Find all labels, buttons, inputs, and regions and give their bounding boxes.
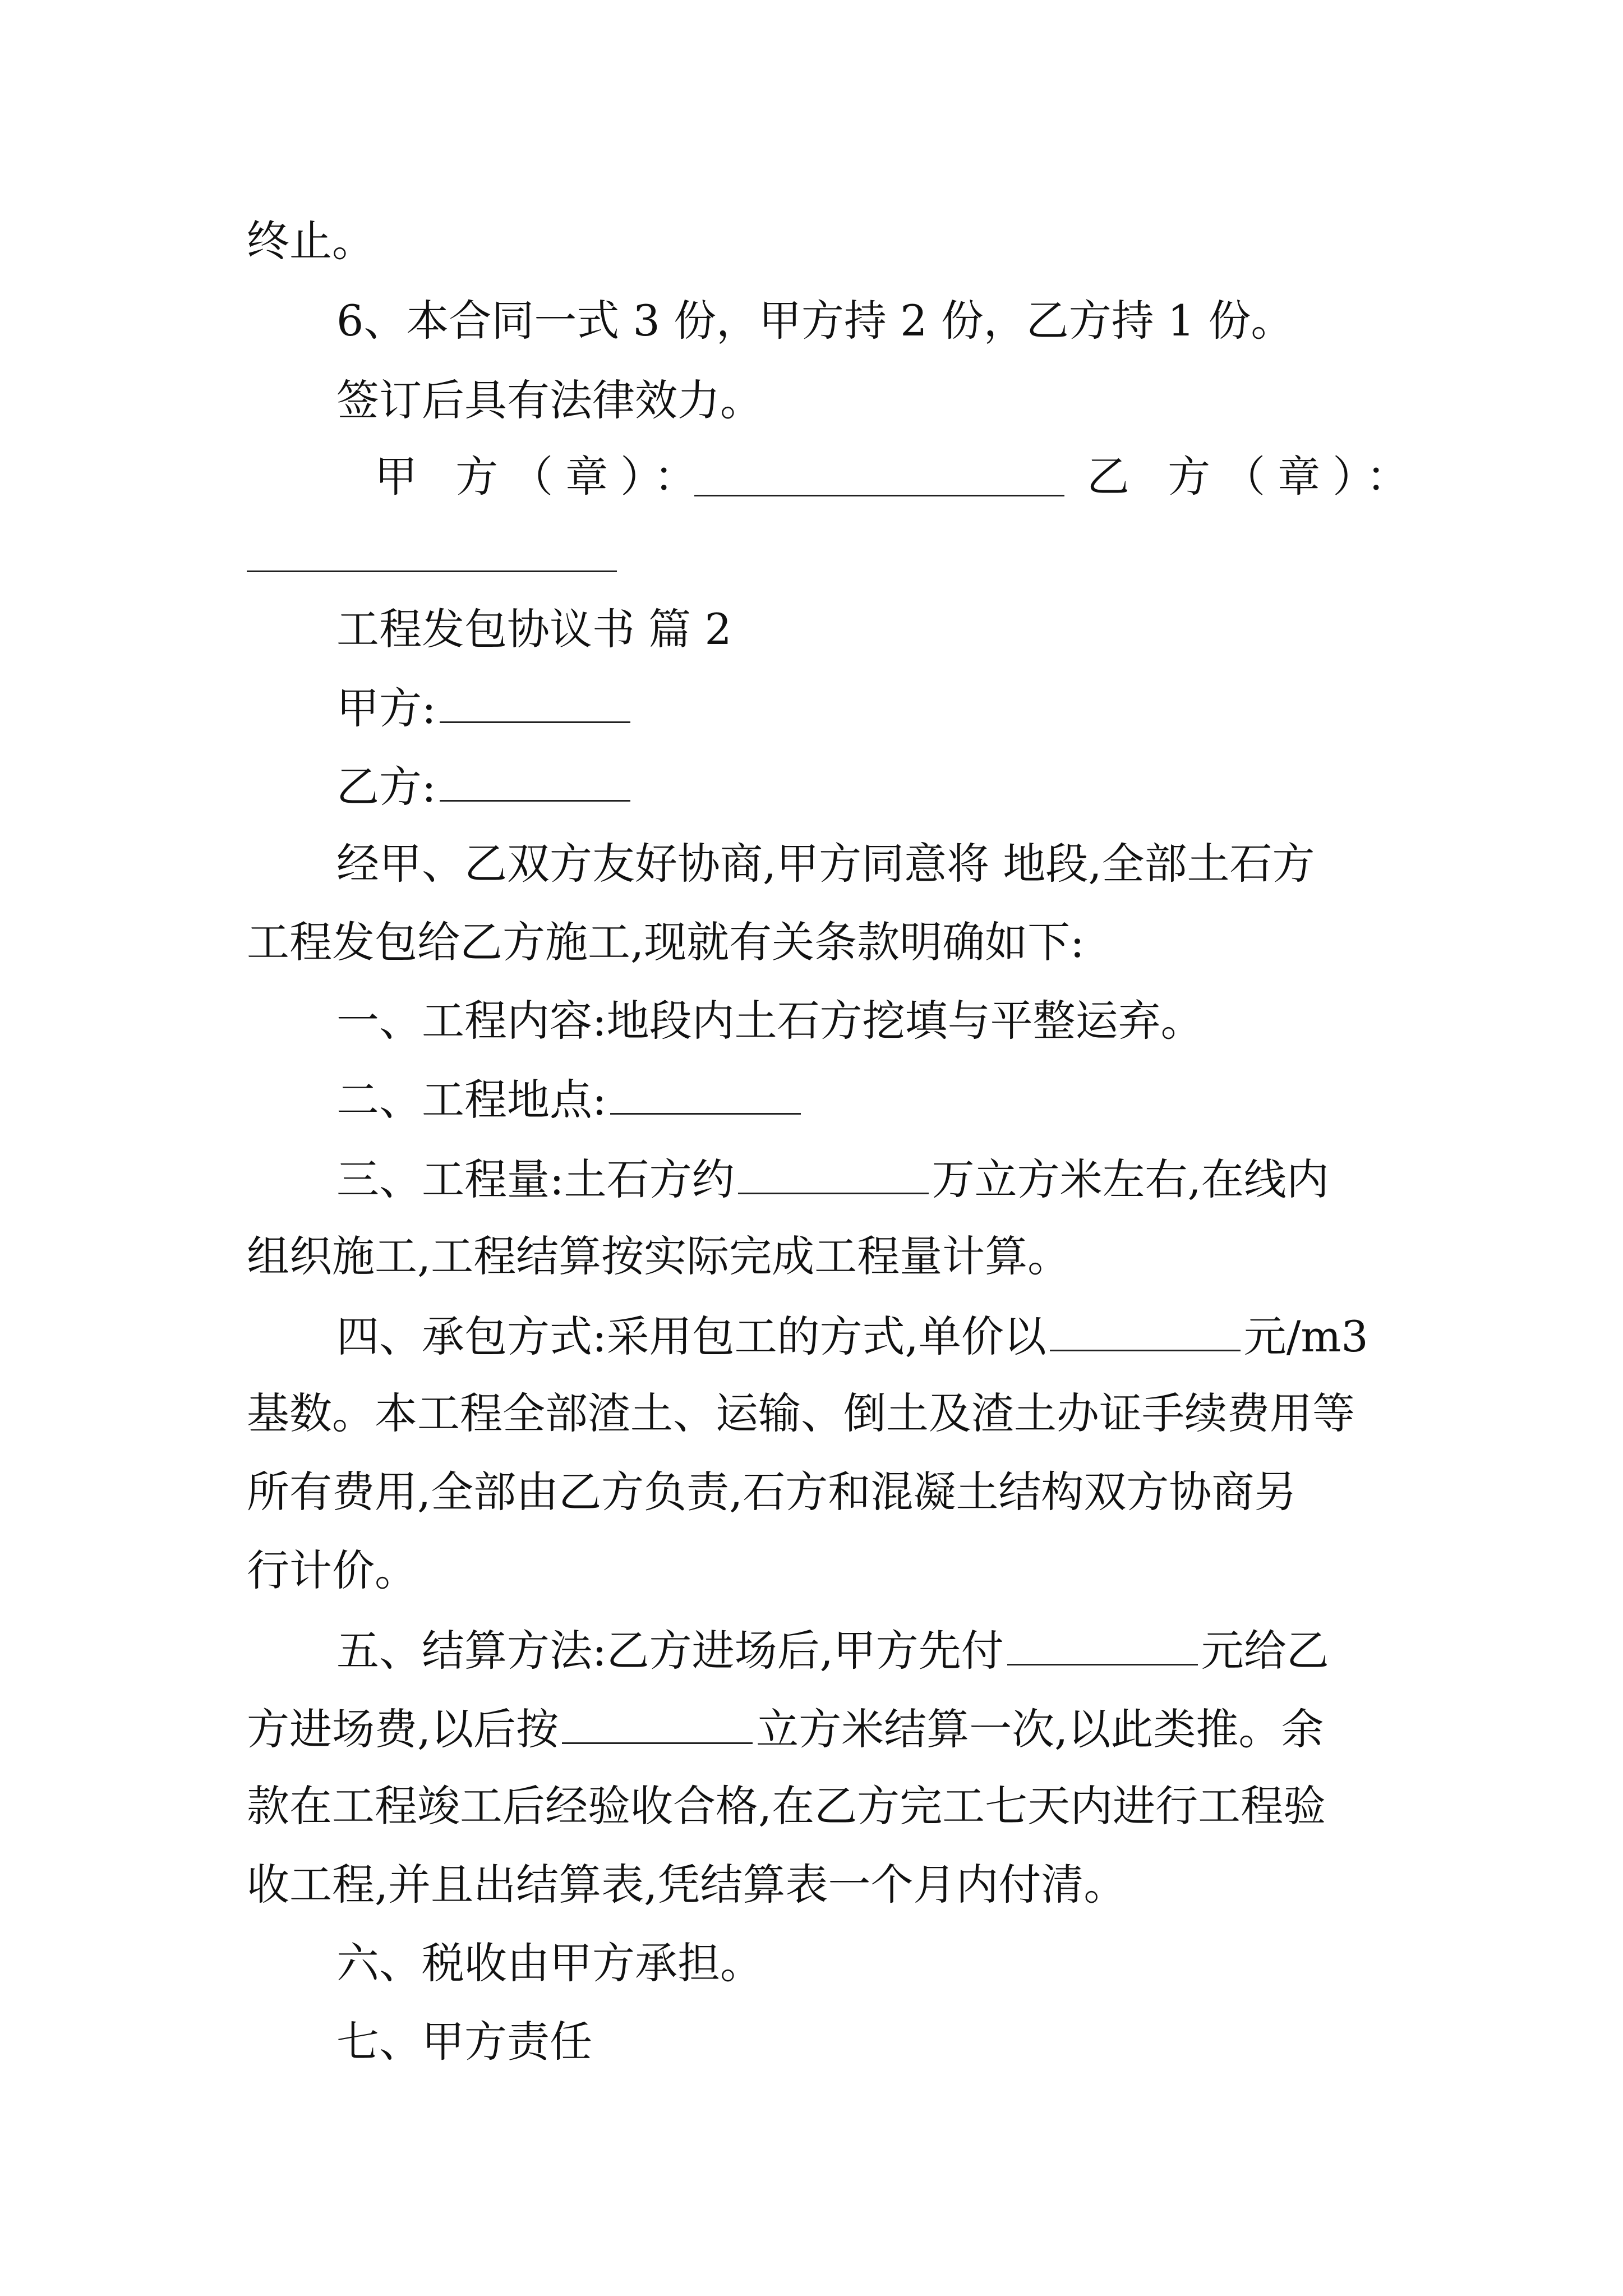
clause-2-label: 二、工程地点: xyxy=(336,1075,607,1125)
text-line: 经甲、乙双方友好协商,甲方同意将 地段,全部土石方 xyxy=(336,839,1315,889)
settlement-volume-blank xyxy=(562,1706,753,1744)
party-b-label: 乙方: xyxy=(336,762,436,812)
location-blank xyxy=(610,1077,801,1115)
text-line: 工程发包给乙方施工,现就有关条款明确如下: xyxy=(247,917,1085,967)
party-b-blank xyxy=(440,764,630,802)
text-line: 终止。 xyxy=(247,216,375,266)
text-line xyxy=(247,1704,1324,1754)
party-a-blank xyxy=(440,685,630,723)
quantity-blank xyxy=(738,1157,929,1194)
clause-3-label: 三、工程量:土石方约 xyxy=(336,1154,735,1204)
signature-party-a-label: 甲 方（章）： xyxy=(375,452,709,501)
clause-5-line2-rest: 立方米结算一次,以此类推。余 xyxy=(756,1704,1324,1754)
clause-3 xyxy=(336,1154,1329,1204)
text-line: 基数。本工程全部渣土、运输、倒土及渣土办证手续费用等 xyxy=(247,1388,1355,1438)
text-line: 所有费用,全部由乙方负责,石方和混凝土结构双方协商另 xyxy=(247,1467,1297,1517)
clause-4-unit: 元/m3 xyxy=(1243,1312,1368,1361)
text-line: 款在工程竣工后经验收合格,在乙方完工七天内进行工程验 xyxy=(247,1781,1326,1831)
section-title: 工程发包协议书 篇 2 xyxy=(336,604,732,654)
unit-price-blank xyxy=(1050,1314,1241,1351)
clause-2 xyxy=(336,1075,804,1125)
clause-4 xyxy=(336,1312,1368,1361)
clause-5 xyxy=(336,1626,1329,1676)
text-line: 行计价。 xyxy=(247,1545,417,1595)
signature-party-b-label: 乙 方（章）： xyxy=(1087,452,1422,501)
text-line: 6、本合同一式 3 份，甲方持 2 份，乙方持 1 份。 xyxy=(336,296,1294,346)
party-a-label: 甲方: xyxy=(336,683,436,733)
text-line: 组织施工,工程结算按实际完成工程量计算。 xyxy=(247,1231,1071,1281)
clause-3-rest: 万立方米左右,在线内 xyxy=(932,1154,1329,1204)
clause-6: 六、税收由甲方承担。 xyxy=(336,1938,763,1988)
text-line: 签订后具有法律效力。 xyxy=(336,375,763,425)
signature-party-a-blank xyxy=(694,495,1064,496)
clause-5-rest: 元给乙 xyxy=(1201,1626,1329,1676)
advance-payment-blank xyxy=(1007,1628,1198,1665)
text-line: 收工程,并且出结算表,凭结算表一个月内付清。 xyxy=(247,1860,1127,1910)
clause-5-label: 五、结算方法:乙方进场后,甲方先付 xyxy=(336,1626,1004,1676)
clause-7: 七、甲方责任 xyxy=(336,2017,592,2067)
party-a-field xyxy=(336,683,634,733)
party-b-field xyxy=(336,762,634,812)
signature-party-b-blank xyxy=(247,570,617,572)
clause-4-label: 四、承包方式:采用包工的方式,单价以 xyxy=(336,1312,1046,1361)
clause-5-line2-label: 方进场费,以后按 xyxy=(247,1704,559,1754)
clause-1: 一、工程内容:地段内土石方挖填与平整运弃。 xyxy=(336,996,1204,1046)
